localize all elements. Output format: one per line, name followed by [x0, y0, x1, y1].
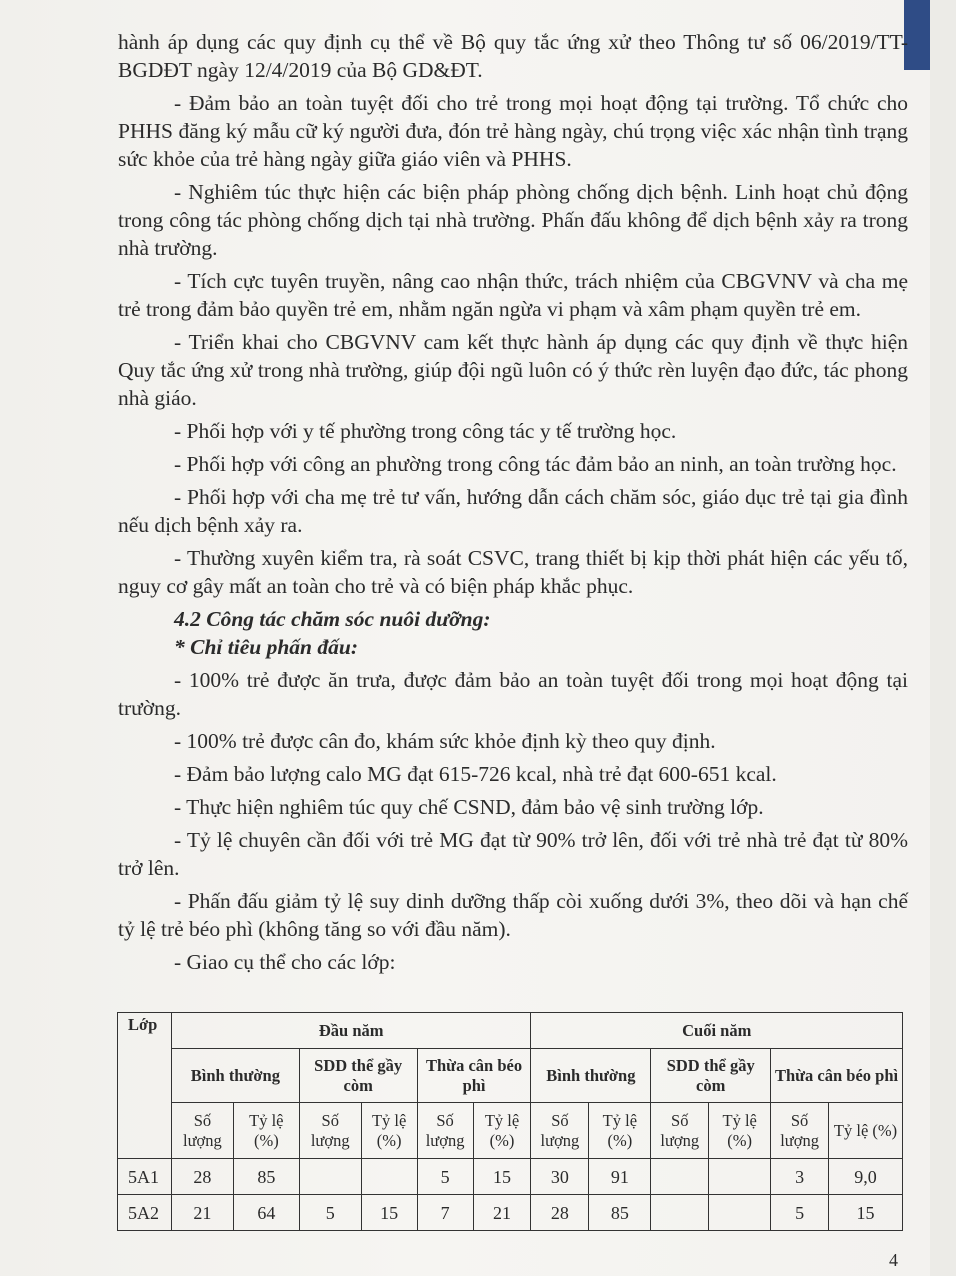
- sub-header-count: Số lượng: [299, 1103, 361, 1159]
- group-header: SDD thể gầy còm: [651, 1049, 771, 1103]
- table-cell: 9,0: [829, 1159, 903, 1195]
- body-text: [118, 28, 908, 976]
- table-cell: [651, 1159, 709, 1195]
- paragraph: - Phối hợp với y tế phường trong công tác y tế trường học.: [174, 419, 677, 443]
- target-item: - 100% trẻ được ăn trưa, được đảm bảo an toàn tuyệt đối trong mọi hoạt động tại trường.: [118, 668, 908, 720]
- table-cell: 64: [233, 1195, 299, 1231]
- group-header: Thừa cân béo phì: [417, 1049, 531, 1103]
- paragraph: - Thường xuyên kiểm tra, rà soát CSVC, trang thiết bị kịp thời phát hiện các yếu tố, nguy cơ gây mất an toàn cho trẻ và có biện pháp khắc phục.: [118, 546, 908, 598]
- table-row: [118, 1159, 903, 1195]
- target-item: - 100% trẻ được cân đo, khám sức khỏe định kỳ theo quy định.: [174, 729, 716, 753]
- table-cell: 15: [829, 1195, 903, 1231]
- group-header: Bình thường: [171, 1049, 299, 1103]
- table-cell: 5: [299, 1195, 361, 1231]
- table-cell: 15: [473, 1159, 531, 1195]
- target-item: - Giao cụ thể cho các lớp:: [174, 950, 396, 974]
- target-item: - Tỷ lệ chuyên cần đối với trẻ MG đạt từ 90% trở lên, đối với trẻ nhà trẻ đạt từ 80% trở lên.: [118, 828, 908, 880]
- sub-header-rate: Tỷ lệ (%): [709, 1103, 771, 1159]
- table-cell: 28: [171, 1159, 233, 1195]
- sub-header-rate: Tỷ lệ (%): [829, 1103, 903, 1159]
- table-cell: 3: [771, 1159, 829, 1195]
- paragraph: - Triển khai cho CBGVNV cam kết thực hành áp dụng các quy định về thực hiện Quy tắc ứng xử trong nhà trường, giúp đội ngũ luôn có ý thức rèn luyện đạo đức, tác phong nhà giáo.: [118, 330, 908, 410]
- sub-header-rate: Tỷ lệ (%): [361, 1103, 417, 1159]
- col-header-lop: Lớp: [118, 1013, 172, 1159]
- sub-header-count: Số lượng: [417, 1103, 473, 1159]
- target-item: - Đảm bảo lượng calo MG đạt 615-726 kcal, nhà trẻ đạt 600-651 kcal.: [174, 762, 777, 786]
- section-heading: 4.2 Công tác chăm sóc nuôi dưỡng:: [174, 607, 491, 631]
- sub-header-rate: Tỷ lệ (%): [473, 1103, 531, 1159]
- table-cell: 30: [531, 1159, 589, 1195]
- group-header: Thừa cân béo phì: [771, 1049, 903, 1103]
- paragraph: - Nghiêm túc thực hiện các biện pháp phòng chống dịch bệnh. Linh hoạt chủ động trong công tác phòng chống dịch tại nhà trường. Phấn đấu không để dịch bệnh xảy ra trong nhà trường.: [118, 180, 908, 260]
- sub-header-count: Số lượng: [771, 1103, 829, 1159]
- nutrition-targets-table: [117, 1012, 903, 1231]
- paragraph: - Đảm bảo an toàn tuyệt đối cho trẻ trong mọi hoạt động tại trường. Tổ chức cho PHHS đăng ký mẫu cữ ký người đưa, đón trẻ hàng ngày, chú trọng việc xác nhận tình trạng sức khỏe của trẻ hàng ngày giữa giáo viên và PHHS.: [118, 91, 908, 171]
- sub-header-count: Số lượng: [171, 1103, 233, 1159]
- row-class-name: 5A2: [118, 1195, 172, 1231]
- header-dau-nam: Đầu năm: [171, 1013, 531, 1049]
- table-cell: 5: [771, 1195, 829, 1231]
- target-item: - Phấn đấu giảm tỷ lệ suy dinh dưỡng thấp còi xuống dưới 3%, theo dõi và hạn chế tỷ lệ trẻ béo phì (không tăng so với đầu năm).: [118, 889, 908, 941]
- table-cell: 21: [171, 1195, 233, 1231]
- paragraph: hành áp dụng các quy định cụ thể về Bộ quy tắc ứng xử theo Thông tư số 06/2019/TT-BGDĐT ngày 12/4/2019 của Bộ GD&ĐT.: [118, 30, 908, 82]
- sub-header-count: Số lượng: [651, 1103, 709, 1159]
- table-cell: 28: [531, 1195, 589, 1231]
- table-cell: [299, 1159, 361, 1195]
- table-cell: [361, 1159, 417, 1195]
- table-cell: 15: [361, 1195, 417, 1231]
- table-cell: 85: [589, 1195, 651, 1231]
- table-cell: [651, 1195, 709, 1231]
- page-number: 4: [889, 1250, 898, 1270]
- sub-header-rate: Tỷ lệ (%): [233, 1103, 299, 1159]
- row-class-name: 5A1: [118, 1159, 172, 1195]
- group-header: Bình thường: [531, 1049, 651, 1103]
- table-cell: 85: [233, 1159, 299, 1195]
- group-header: SDD thể gầy còm: [299, 1049, 417, 1103]
- table-cell: [709, 1195, 771, 1231]
- paragraph: - Tích cực tuyên truyền, nâng cao nhận thức, trách nhiệm của CBGVNV và cha mẹ trẻ trong đảm bảo quyền trẻ em, nhằm ngăn ngừa vi phạm và xâm phạm quyền trẻ em.: [118, 269, 908, 321]
- table-cell: 21: [473, 1195, 531, 1231]
- table-row: [118, 1195, 903, 1231]
- paragraph: - Phối hợp với cha mẹ trẻ tư vấn, hướng dẫn cách chăm sóc, giáo dục trẻ tại gia đình nếu dịch bệnh xảy ra.: [118, 485, 908, 537]
- target-item: - Thực hiện nghiêm túc quy chế CSND, đảm bảo vệ sinh trường lớp.: [174, 795, 764, 819]
- sub-heading: * Chỉ tiêu phấn đấu:: [174, 635, 358, 659]
- sub-header-rate: Tỷ lệ (%): [589, 1103, 651, 1159]
- table-cell: [709, 1159, 771, 1195]
- table-cell: 7: [417, 1195, 473, 1231]
- table-cell: 91: [589, 1159, 651, 1195]
- header-cuoi-nam: Cuối năm: [531, 1013, 903, 1049]
- table-cell: 5: [417, 1159, 473, 1195]
- sub-header-count: Số lượng: [531, 1103, 589, 1159]
- paragraph: - Phối hợp với công an phường trong công tác đảm bảo an ninh, an toàn trường học.: [174, 452, 897, 476]
